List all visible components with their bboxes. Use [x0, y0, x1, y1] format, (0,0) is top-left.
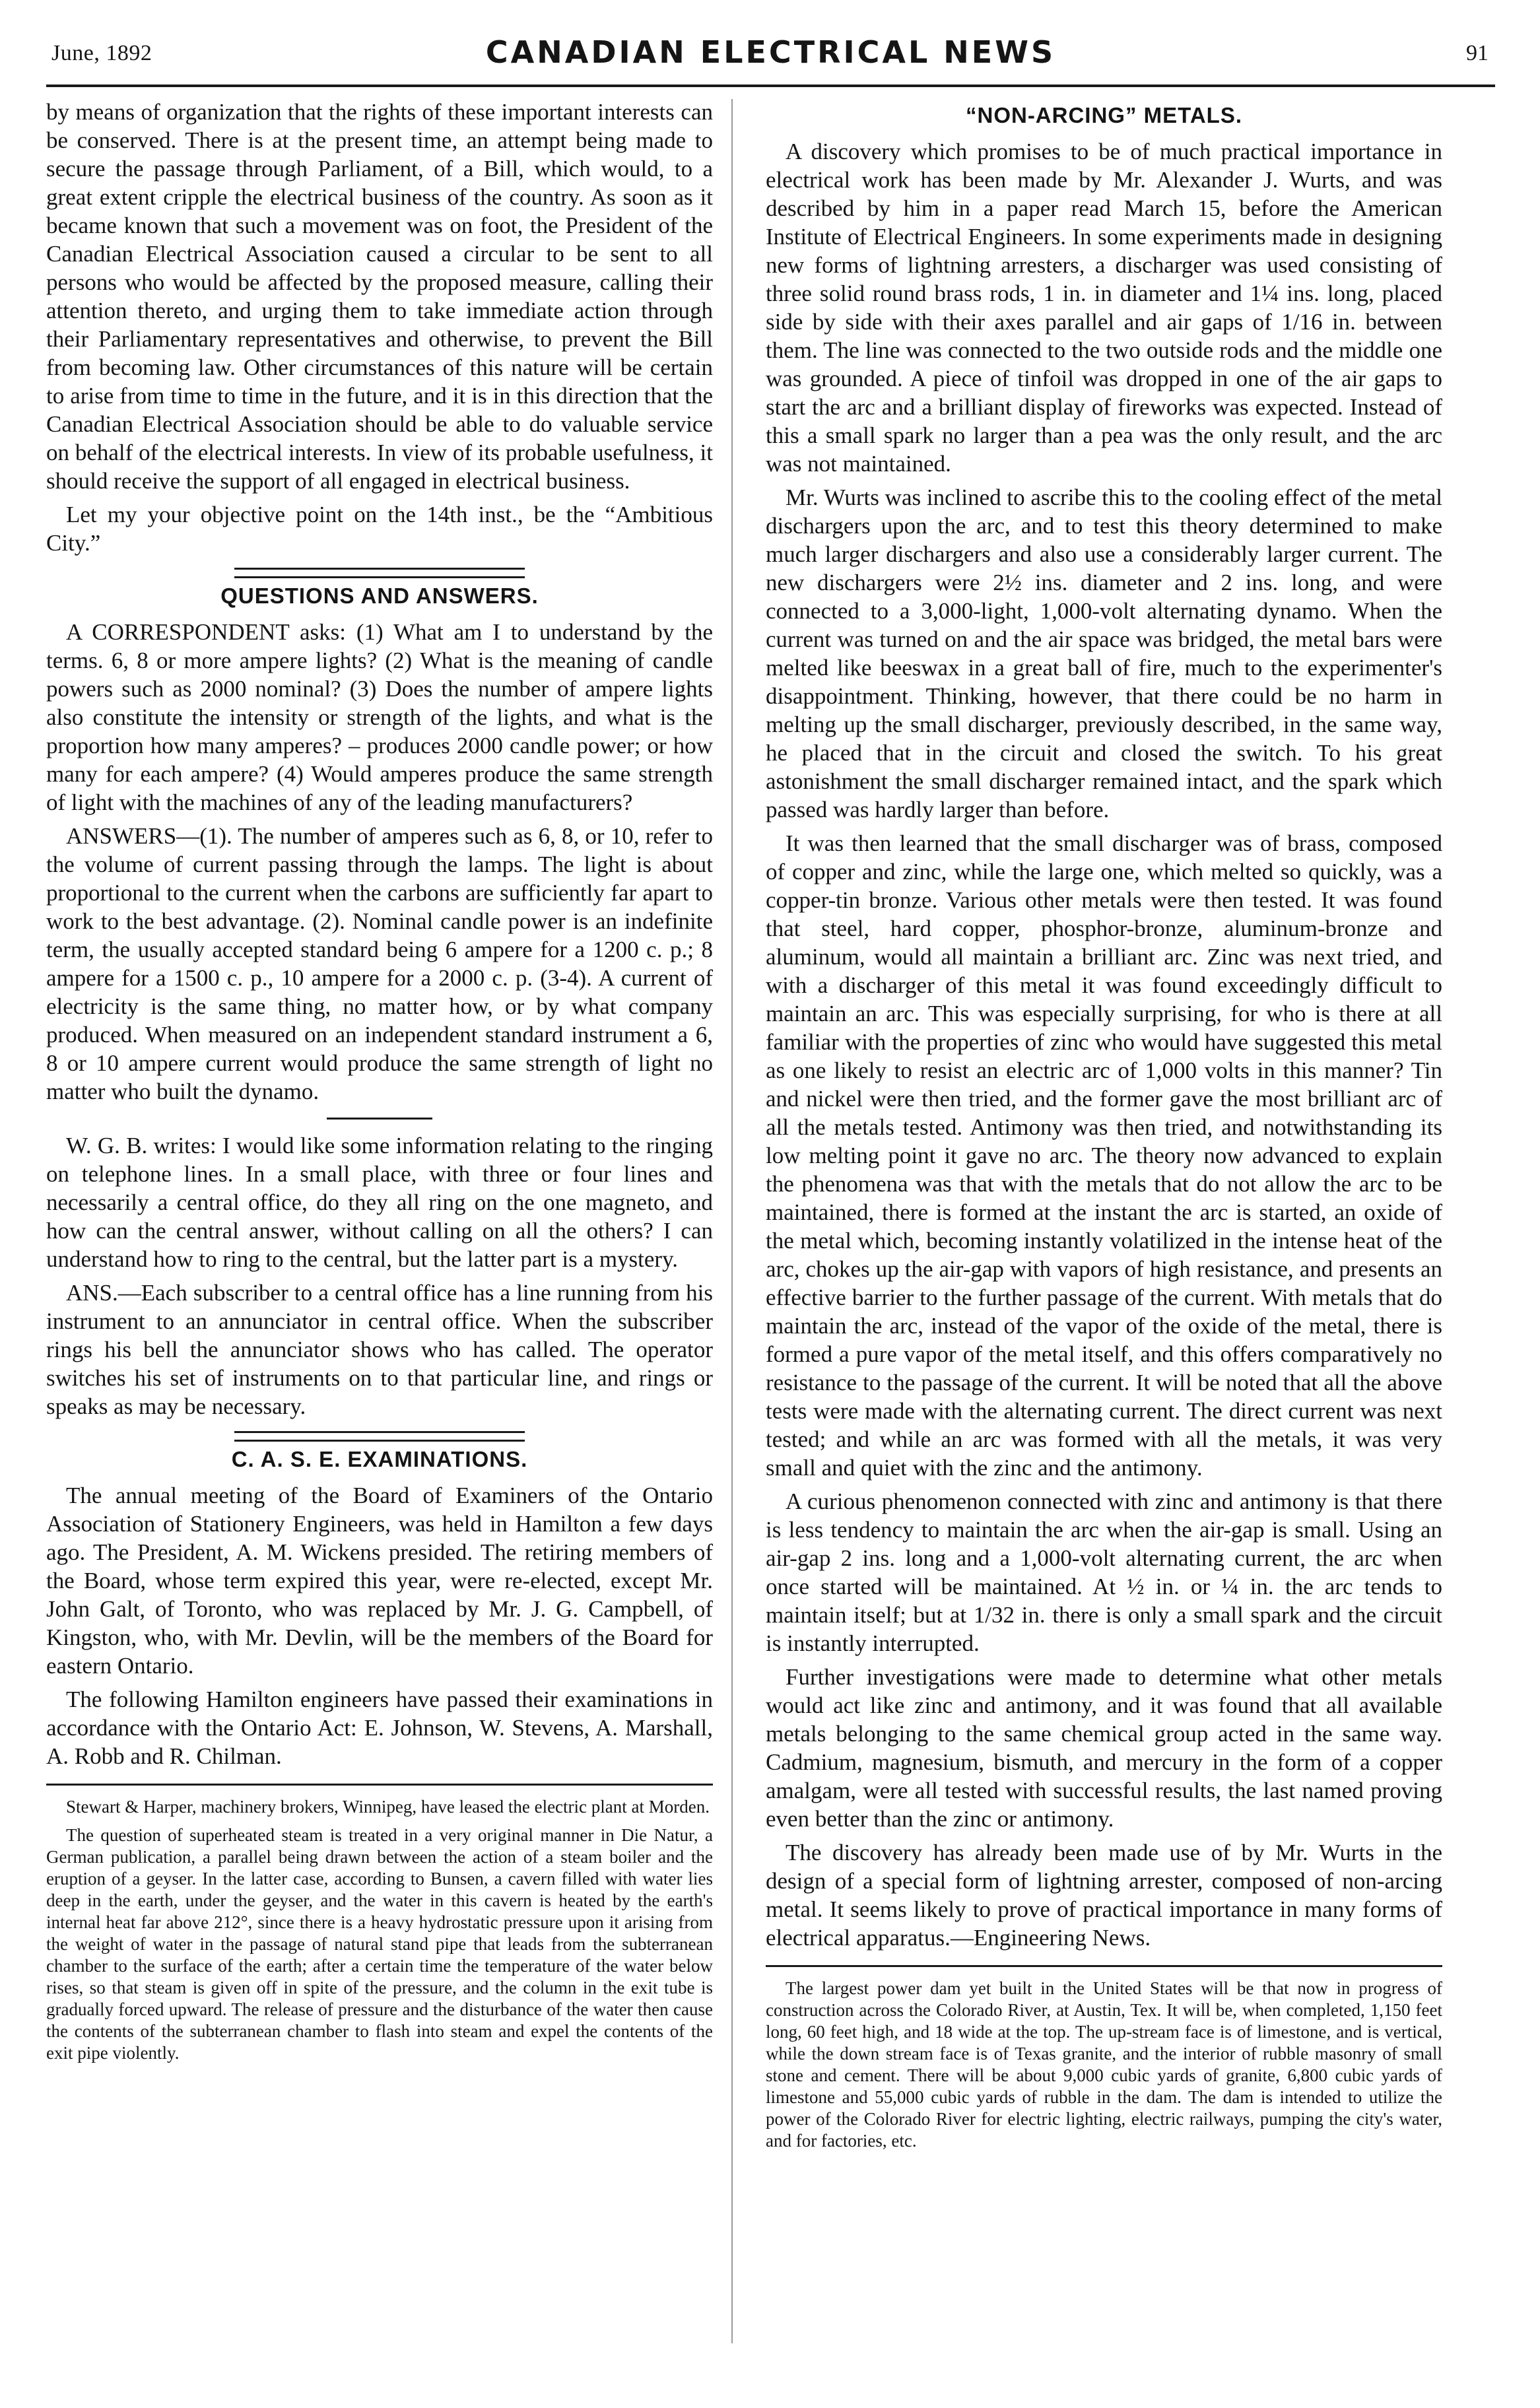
- article-paragraph: Further investigations were made to determine what other metals would act like zinc and antimony, and it was found that all available metals belonging to the same chemical group acted in the same way. Cadmium, magnesium, bismuth, and mercury in the form of a copper amalgam, were all tested with successful results, the last named proving even better than the zinc or antimony.: [766, 1664, 1442, 1832]
- section-divider: [234, 1431, 525, 1442]
- column-divider: [731, 99, 733, 2343]
- publication-title: CANADIAN ELECTRICAL NEWS: [485, 34, 1056, 70]
- article-paragraph: A discovery which promises to be of much practical importance in electrical work has been made by Mr. Alexander J. Wurts, and was described by him in a paper read March 15, before the American Institute of Electrical Engineers. In some experiments made in designing new forms of lightning arresters, a discharger was used consisting of three solid round brass rods, 1 in. in diameter and 1¼ ins. long, placed side by side with their axes parallel and air gaps of 1/16 in. between them. The line was connected to the two outside rods and the middle one was grounded. A piece of tinfoil was dropped in one of the air gaps to start the arc and a brilliant display of fireworks was expected. Instead of this a small spark no larger than a pea was the only result, and the arc was not maintained.: [766, 139, 1442, 477]
- right-column: [766, 98, 1442, 2158]
- news-note: The question of superheated steam is treated in a very original manner in Die Natur, a German publication, a parallel being drawn between the action of a steam boiler and the eruption of a geyser. In the latter case, according to Bunsen, a cavern filled with water lies deep in the earth, under the geyser, and the water in this cavern is heated by the earth's internal heat far above 212°, since there is a heavy hydrostatic pressure upon it arising from the weight of water in the passage of natural stand pipe that leads from the subterranean chamber to the surface of the earth; after a certain time the temperature of the water below rises, so that steam is given off in spite of the pressure, and the column in the exit tube is gradually forced upward. The release of pressure and the disturbance of the water then cause the contents of the subterranean chamber to flash into steam and expel the contents of the exit pipe violently.: [46, 1825, 713, 2063]
- notes-divider: [766, 1965, 1442, 1967]
- case-paragraph: The following Hamilton engineers have passed their examinations in accordance with the Ontario Act: E. Johnson, W. Stevens, A. Marshall, A. Robb and R. Chilman.: [46, 1687, 713, 1769]
- issue-date: June, 1892: [51, 41, 152, 65]
- qa-paragraph: ANS.—Each subscriber to a central office has a line running from his instrument to an annunciator in central office. When the subscriber rings his bell the annunciator shows who has called. The operator switches his set of instruments on to that particular line, and rings or speaks as may be necessary.: [46, 1280, 713, 1419]
- article-paragraph: A curious phenomenon connected with zinc and antimony is that there is less tendency to maintain the arc when the air-gap is small. Using an air-gap 2 ins. long and a 1,000-volt alternating current, the arc when once started will be maintained. At ½ in. or ¼ in. the arc tends to maintain itself; but at 1/32 in. there is only a small spark and the circuit is instantly interrupted.: [766, 1488, 1442, 1656]
- article-paragraph: Mr. Wurts was inclined to ascribe this to the cooling effect of the metal dischargers upon the arc, and to test this theory determined to make much larger dischargers and also use a considerably larger current. The new dischargers were 2½ ins. diameter and 2 ins. long, and were connected to a 3,000-light, 1,000-volt alternating dynamo. When the current was turned on and the air space was bridged, the metal bars were melted like beeswax in a great ball of fire, much to the experimenter's disappointment. Thinking, however, that there could be no harm in melting up the small discharger, previously described, in the same way, he placed that in the circuit and closed the switch. To his great astonishment the small discharger remained intact, and the spark which passed was hardly larger than before.: [766, 485, 1442, 822]
- non-arcing-metals-heading: “NON-ARCING” METALS.: [965, 103, 1243, 127]
- short-divider: [327, 1118, 432, 1120]
- news-notes: [46, 1796, 713, 2064]
- case-examinations-heading: C. A. S. E. EXAMINATIONS.: [231, 1447, 528, 1471]
- left-column: [46, 98, 713, 2071]
- news-notes: [766, 1978, 1442, 2152]
- case-paragraph: The annual meeting of the Board of Examiners of the Ontario Association of Stationery Engineers, was held in Hamilton a few days ago. The President, A. M. Wickens presided. The retiring members of the Board, whose term expired this year, were re-elected, except Mr. John Galt, of Toronto, who was replaced by Mr. J. G. Campbell, of Kingston, who, with Mr. Devlin, will be the members of the Board for eastern Ontario.: [46, 1483, 713, 1679]
- header-rule: [46, 84, 1495, 87]
- questions-answers-heading: QUESTIONS AND ANSWERS.: [220, 584, 539, 608]
- article-paragraph: It was then learned that the small discharger was of brass, composed of copper and zinc, while the large one, which melted so quickly, was a copper-tin bronze. Various other metals were then tested. It was found that steel, hard copper, phosphor-bronze, aluminum-bronze and aluminum, would all maintain a brilliant arc. Zinc was next tried, and with a discharger of this metal it was found exceedingly difficult to maintain an arc. This was especially surprising, for who is there at all familiar with the properties of zinc who would have suggested this metal as one likely to resist an electric arc of 1,000 volts in this manner? Tin and nickel were then tried, and the former gave the most brilliant arc of all the metals tested. Antimony was then tried, and notwithstanding its low melting point it gave no arc. The theory now advanced to explain the phenomena was that with the metals that do not allow the arc to be maintained, there is formed at the instant the arc is started, an oxide of the metal which, becoming instantly volatilized in the intense heat of the arc, chokes up the air-gap with vapors of high resistance, and presents an effective barrier to the further passage of the current. With metals that do maintain the arc, instead of the vapor of the oxide of the metal, there is formed a pure vapor of the metal itself, and this offers comparatively no resistance to the passage of the current. It will be noted that all the above tests were made with the alternating current. The direct current was next tested; and while an arc was formed with all the metals, it was very small and quiet with the zinc and the antimony.: [766, 830, 1442, 1481]
- article-paragraph: The discovery has already been made use of by Mr. Wurts in the design of a special form of lightning arrester, composed of non-arcing metal. It seems likely to prove of practical importance in many forms of electrical apparatus.—Engineering News.: [766, 1840, 1442, 1951]
- intro-paragraph: by means of organization that the rights of these important interests can be conserved. There is at the present time, an attempt being made to secure the passage through Parliament, of a Bill, which would, to a great extent cripple the electrical business of the country. As soon as it became known that such a movement was on foot, the President of the Canadian Electrical Association caused a circular to be sent to all persons who would be affected by the proposed measure, calling their attention thereto, and urging them to take immediate action through their Parliamentary representatives and otherwise, to prevent the Bill from becoming law. Other circumstances of this nature will be certain to arise from time to time in the future, and it is in this direction that the Canadian Electrical Association should be able to do valuable service on behalf of the electrical interests. In view of its probable usefulness, it should receive the support of all engaged in electrical business.: [46, 99, 713, 494]
- qa-paragraph: A CORRESPONDENT asks: (1) What am I to understand by the terms. 6, 8 or more ampere lights? (2) What is the meaning of candle powers such as 2000 nominal? (3) Does the number of ampere lights also constitute the intensity or strength of the lights, and what is the proportion how many amperes? – produces 2000 candle power; or how many for each ampere? (4) Would amperes produce the same strength of light with the machines of any of the leading manufacturers?: [46, 619, 713, 815]
- running-head: [46, 32, 1495, 78]
- news-note: Stewart & Harper, machinery brokers, Winnipeg, have leased the electric plant at Morden.: [66, 1797, 710, 1817]
- intro-paragraph: Let my your objective point on the 14th inst., be the “Ambitious City.”: [46, 502, 713, 556]
- qa-paragraph: ANSWERS—(1). The number of amperes such as 6, 8, or 10, refer to the volume of current passing through the lamps. The light is about proportional to the current when the carbons are sufficiently far apart to work to the best advantage. (2). Nominal candle power is an indefinite term, the usually accepted standard being 6 ampere for a 1200 c. p.; 8 ampere for a 1500 c. p., 10 ampere for a 2000 c. p. (3-4). A current of electricity is the same thing, no matter how, or by what company produced. When measured on an independent standard instrument a 6, 8 or 10 ampere current would produce the same strength of light no matter who built the dynamo.: [46, 823, 713, 1104]
- news-note: The largest power dam yet built in the United States will be that now in progress of construction across the Colorado River, at Austin, Tex. It will be, when completed, 1,150 feet long, 60 feet high, and 18 wide at the top. The up-stream face is of limestone, and is vertical, while the down stream face is of Texas granite, and the interior of rubble masonry of small stone and cement. There will be about 9,000 cubic yards of granite, 6,800 cubic yards of limestone and 55,000 cubic yards of rubble in the dam. The dam is intended to utilize the power of the Colorado River for electric lighting, electric railways, pumping the city's water, and for factories, etc.: [766, 1978, 1442, 2151]
- qa-paragraph: W. G. B. writes: I would like some information relating to the ringing on telephone lines. In a small place, with three or four lines and necessarily a central office, do they all ring on the one magneto, and how can the central answer, without calling on all the others? I can understand how to ring to the central, but the latter part is a mystery.: [46, 1133, 713, 1272]
- section-divider: [234, 568, 525, 578]
- page-number: 91: [1466, 41, 1489, 65]
- notes-divider: [46, 1784, 713, 1786]
